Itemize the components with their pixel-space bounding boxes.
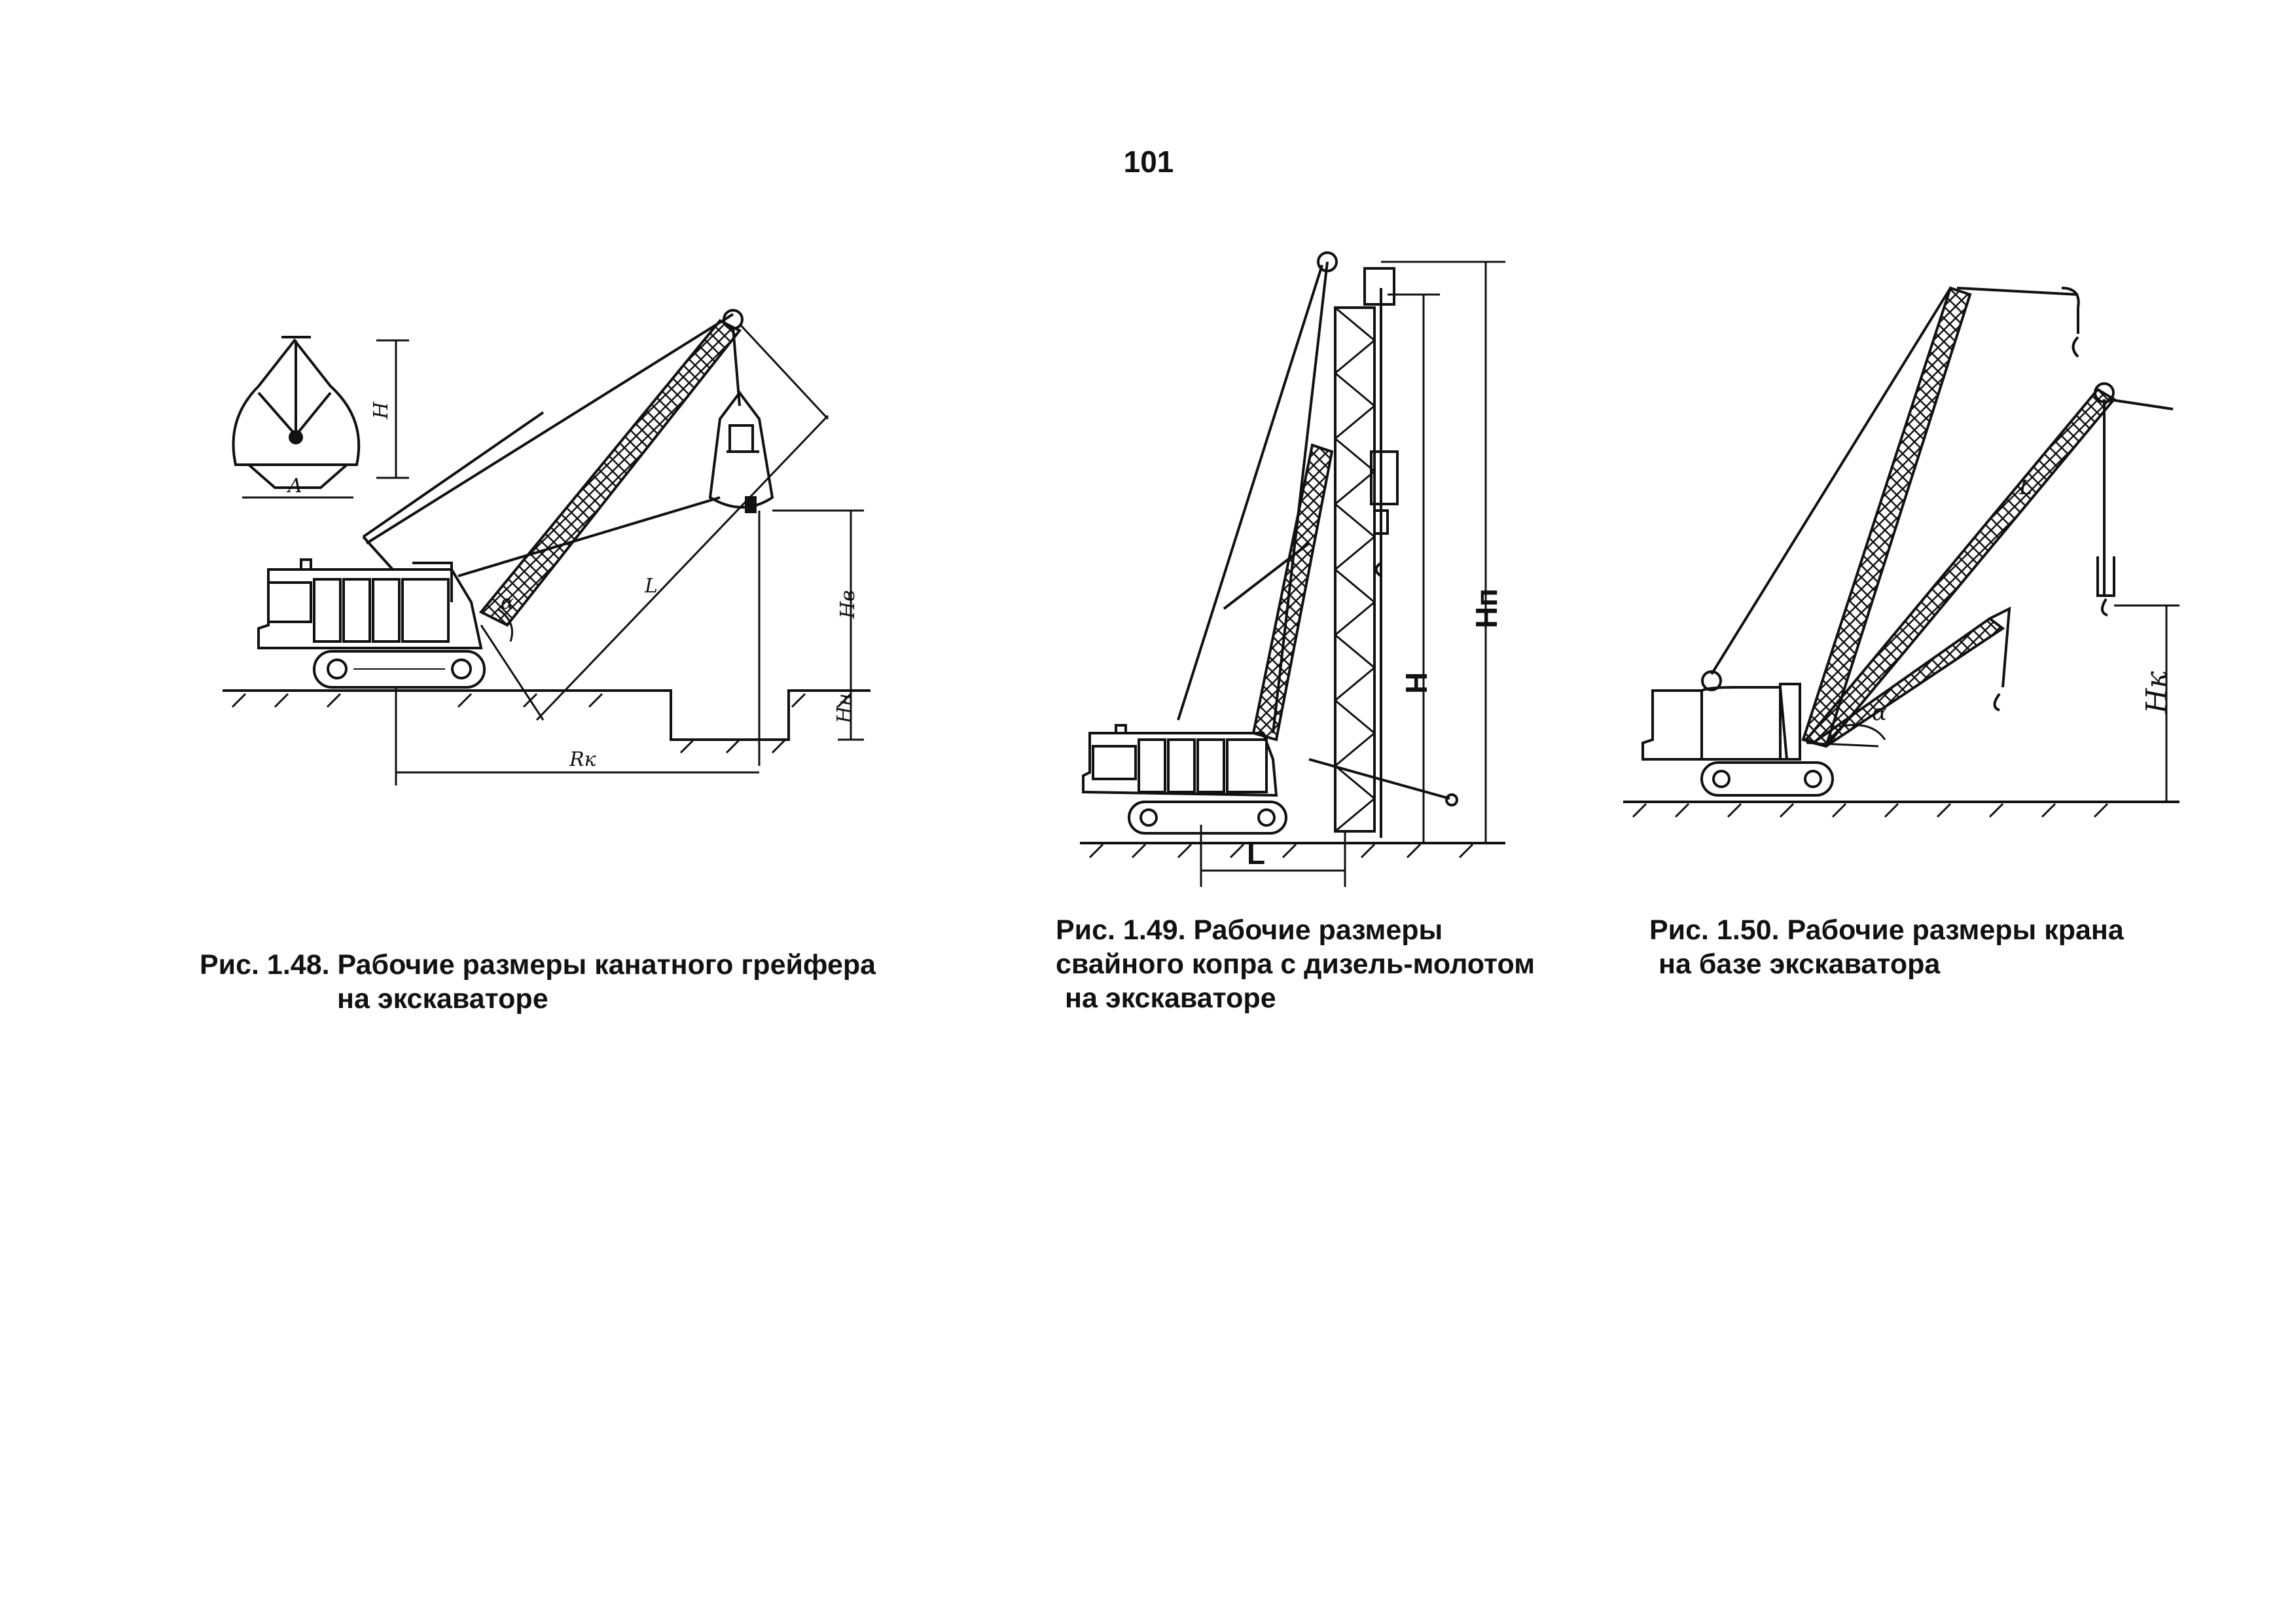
hanging-grab-bucket bbox=[710, 393, 772, 512]
label-grab-boom-length: L bbox=[645, 575, 658, 598]
label-unload-height: Hв bbox=[836, 590, 859, 619]
figure-1-49-pile-driver bbox=[1080, 253, 1505, 887]
label-pile-offset: L bbox=[1247, 837, 1266, 871]
caption-line: на базе экскаватора bbox=[1659, 948, 1941, 980]
page-number: 101 bbox=[1123, 145, 1174, 179]
label-crane-boom-angle: α bbox=[1872, 700, 1887, 726]
caption-line: Рис. 1.50. Рабочие размеры крана bbox=[1649, 914, 2124, 946]
caption-figure-1-49 bbox=[1056, 913, 1535, 1015]
caption-figure-1-50 bbox=[1649, 913, 2124, 981]
label-mast-height: Hп bbox=[1469, 588, 1503, 628]
figure-1-50-excavator-crane bbox=[1623, 288, 2179, 817]
crane-boom-mid bbox=[1806, 389, 2114, 746]
label-crane-boom-length: L bbox=[2019, 477, 2032, 499]
caption-line: свайного копра с дизель-молотом bbox=[1056, 948, 1535, 980]
label-bucket-height: H bbox=[370, 401, 393, 419]
pile-boom-lattice bbox=[1253, 445, 1332, 740]
label-bucket-width: A bbox=[288, 475, 302, 497]
pile-leader-mast bbox=[1335, 308, 1374, 831]
excavator-cab bbox=[259, 560, 481, 648]
caption-line: на экскаваторе bbox=[337, 983, 548, 1015]
label-pile-height: H bbox=[1399, 672, 1433, 694]
figure-1-48-grab-excavator bbox=[223, 310, 870, 785]
crane-boom-main bbox=[1803, 288, 1970, 746]
label-reach-radius: Rк bbox=[569, 748, 596, 771]
caption-line: Рис. 1.49. Рабочие размеры bbox=[1056, 914, 1443, 946]
label-dig-depth: Hн bbox=[833, 693, 856, 723]
label-grab-boom-angle: α bbox=[501, 591, 514, 614]
caption-figure-1-48 bbox=[200, 948, 876, 1016]
caption-line: Рис. 1.48. Рабочие размеры канатного грейфера bbox=[200, 949, 876, 981]
caption-line: на экскаваторе bbox=[1065, 983, 1276, 1014]
label-hook-height: Hк bbox=[2140, 671, 2174, 713]
ground-profile bbox=[223, 691, 870, 753]
crane-cab bbox=[1643, 684, 1800, 759]
pile-driver-cab bbox=[1083, 725, 1276, 795]
grab-boom-lattice bbox=[481, 321, 740, 625]
